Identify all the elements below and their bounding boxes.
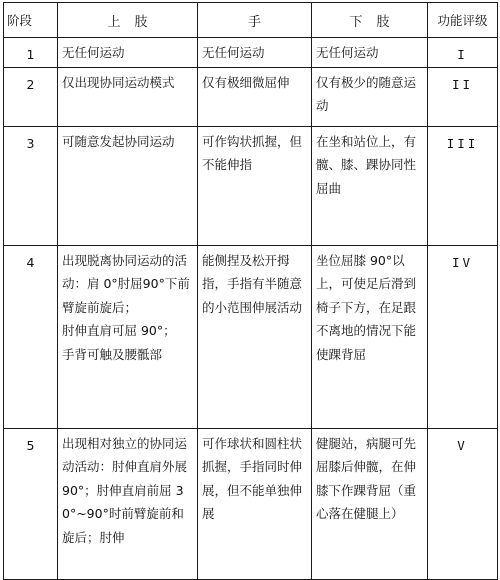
grade-cell [428, 245, 498, 428]
lower-limb-text: 健腿站，病腿可先屈膝后伸髋，在伸膝下作踝背屈（重心落在健腿上） [316, 435, 417, 521]
upper-limb-cell [58, 245, 198, 428]
upper-limb-text: 仅出现协同运动模式 [62, 74, 175, 90]
hand-text: 可作钩状抓握，但不能伸指 [202, 133, 303, 172]
upper-limb-cell [58, 67, 198, 126]
stage-number: 4 [26, 254, 35, 270]
lower-limb-text: 坐位屈膝 90°以上，可使足后滑到椅子下方，在足跟不离地的情况下能使踝背屈 [316, 252, 417, 362]
lower-limb-cell [312, 245, 428, 428]
upper-limb-cell [58, 428, 198, 579]
upper-limb-cell [58, 126, 198, 245]
upper-limb-cell [58, 38, 198, 68]
header-grade: 功能评级 [428, 3, 498, 38]
hand-cell [198, 126, 312, 245]
grade-text: IV [451, 254, 474, 270]
upper-limb-text: 可随意发起协同运动 [62, 133, 175, 149]
header-stage: 阶段 [4, 3, 58, 38]
hand-cell [198, 67, 312, 126]
header-lower-limb: 下肢 [312, 3, 428, 38]
table-row [4, 67, 498, 126]
header-upper-limb: 上肢 [58, 3, 198, 38]
grade-cell [428, 126, 498, 245]
hand-cell [198, 428, 312, 579]
lower-limb-cell [312, 38, 428, 68]
stage-cell [4, 428, 58, 579]
table-row [4, 126, 498, 245]
grade-text: V [457, 437, 468, 453]
stage-cell [4, 67, 58, 126]
table-header-row [4, 3, 498, 38]
grade-text: III [446, 135, 479, 151]
stage-number: 2 [26, 76, 35, 92]
hand-cell [198, 38, 312, 68]
grade-text: I [457, 47, 468, 62]
hand-text: 无任何运动 [202, 45, 265, 60]
header-hand: 手 [198, 3, 312, 38]
stage-number: 3 [26, 135, 35, 151]
lower-limb-cell [312, 428, 428, 579]
stage-cell [4, 38, 58, 68]
lower-limb-text: 在坐和站位上，有髋、膝、踝协同性屈曲 [316, 133, 417, 196]
table-row [4, 38, 498, 68]
table-row [4, 428, 498, 579]
grade-text: II [451, 76, 474, 92]
stage-number: 5 [26, 437, 35, 453]
grade-cell [428, 38, 498, 68]
grade-cell [428, 67, 498, 126]
lower-limb-cell [312, 67, 428, 126]
lower-limb-cell [312, 126, 428, 245]
upper-limb-text: 出现脱离协同运动的活动：肩 0°肘屈90°下前臂旋前旋后； 肘伸直肩可屈 90°； 手背可触及腰骶部 [62, 252, 190, 362]
hand-text: 能侧捏及松开拇指，手指有半随意的小范围伸展活动 [202, 252, 303, 315]
hand-cell [198, 245, 312, 428]
upper-limb-text: 出现相对独立的协同运动活动：肘伸直肩外展 90°；肘伸直肩前屈 30°~90°时前臂旋前和旋后；肘伸 [62, 435, 191, 545]
hand-text: 仅有极细微屈伸 [202, 74, 290, 90]
upper-limb-text: 无任何运动 [62, 45, 125, 60]
brunnstrom-stage-table [3, 2, 498, 580]
stage-number: 1 [26, 47, 35, 62]
table-row [4, 245, 498, 428]
lower-limb-text: 无任何运动 [316, 45, 379, 60]
lower-limb-text: 仅有极少的随意运动 [316, 74, 417, 113]
stage-cell [4, 126, 58, 245]
grade-cell [428, 428, 498, 579]
stage-cell [4, 245, 58, 428]
hand-text: 可作球状和圆柱状抓握，手指同时伸展，但不能单独伸展 [202, 435, 303, 521]
